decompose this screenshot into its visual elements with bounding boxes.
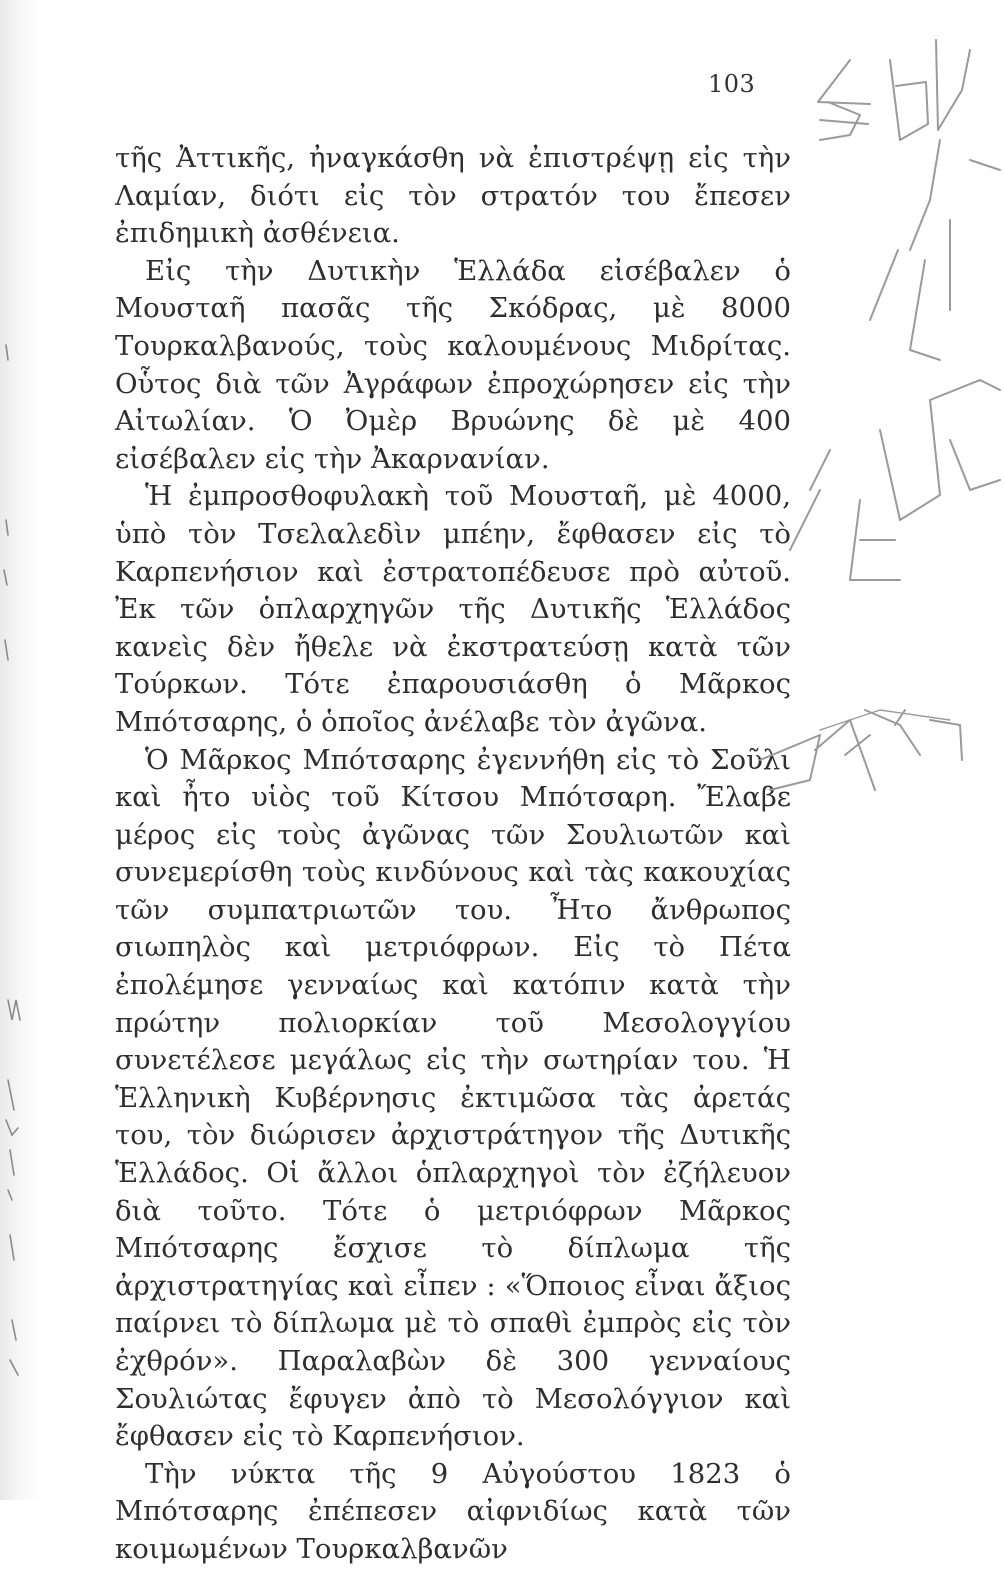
- body-text: [115, 140, 791, 1569]
- paragraph-1: τῆς Ἀττικῆς, ἠναγκάσθη νὰ ἐπιστρέψῃ εἰς τὴν Λαμίαν, διότι εἰς τὸν στρατόν του ἔπεσεν ἐπιδημικὴ ἀσθένεια.: [115, 142, 791, 250]
- paragraph-3: Ἡ ἐμπροσθοφυλακὴ τοῦ Μουσταῆ, μὲ 4000, ὑπὸ τὸν Τσελαλεδὶν μπέην, ἔφθασεν εἰς τὸ Καρπενήσιον καὶ ἐστρατοπέδευσε πρὸ αὐτοῦ. Ἐκ τῶν ὁπλαρχηγῶν τῆς Δυτικῆς Ἑλλάδος κανεὶς δὲν ἤθελε νὰ ἐκστρατεύσῃ κατὰ τῶν Τούρκων. Τότε ἐπαρουσιάσθη ὁ Μᾶρκος Μπότσαρης, ὁ ὁποῖος ἀνέλαβε τὸν ἀγῶνα.: [115, 480, 791, 738]
- page-number: 103: [708, 70, 756, 98]
- margin-marks-graphic: [0, 0, 30, 1500]
- paragraph-5: Τὴν νύκτα τῆς 9 Αὐγούστου 1823 ὁ Μπότσαρης ἐπέπεσεν αἰφνιδίως κατὰ τῶν κοιμωμένων Τουρκαλβανῶν: [115, 1457, 791, 1565]
- paragraph-2: Εἰς τὴν Δυτικὴν Ἑλλάδα εἰσέβαλεν ὁ Μουσταῆ πασᾶς τῆς Σκόδρας, μὲ 8000 Τουρκαλβανούς, τοὺς καλουμένους Μιδρίτας. Οὗτος διὰ τῶν Ἀγράφων ἐπροχώρησεν εἰς τὴν Αἰτωλίαν. Ὁ Ὀμὲρ Βρυώνης δὲ μὲ 400 εἰσέβαλεν εἰς τὴν Ἀκαρνανίαν.: [115, 254, 791, 475]
- paragraph-4: Ὁ Μᾶρκος Μπότσαρης ἐγεννήθη εἰς τὸ Σοῦλι καὶ ἦτο υἱὸς τοῦ Κίτσου Μπότσαρη. Ἔλαβε μέρος εἰς τοὺς ἀγῶνας τῶν Σουλιωτῶν καὶ συνεμερίσθη τοὺς κινδύνους καὶ τὰς κακουχίας τῶν συμπατριωτῶν του. Ἦτο ἄνθρωπος σιωπηλὸς καὶ μετριόφρων. Εἰς τὸ Πέτα ἐπολέμησε γενναίως καὶ κατόπιν κατὰ τὴν πρώτην πολιορκίαν τοῦ Μεσολογγίου συνετέλεσε μεγάλως εἰς τὴν σωτηρίαν του. Ἡ Ἑλληνικὴ Κυβέρνησις ἐκτιμῶσα τὰς ἀρετάς του, τὸν διώρισεν ἀρχιστράτηγον τῆς Δυτικῆς Ἑλλάδος. Οἱ ἄλλοι ὁπλαρχηγοὶ τὸν ἐζήλευον διὰ τοῦτο. Τότε ὁ μετριόφρων Μᾶρκος Μπότσαρης ἔσχισε τὸ δίπλωμα τῆς ἀρχιστρατηγίας καὶ εἶπεν : «Ὅποιος εἶναι ἄξιος παίρνει τὸ δίπλωμα μὲ τὸ σπαθὶ ἐμπρὸς εἰς τὸν ἐχθρόν». Παραλαβὼν δὲ 300 γενναίους Σουλιώτας ἔφυγεν ἀπὸ τὸ Μεσολόγγιον καὶ ἔφθασεν εἰς τὸ Καρπενήσιον.: [115, 743, 791, 1453]
- pencil-scribble-graphic: [700, 20, 1004, 840]
